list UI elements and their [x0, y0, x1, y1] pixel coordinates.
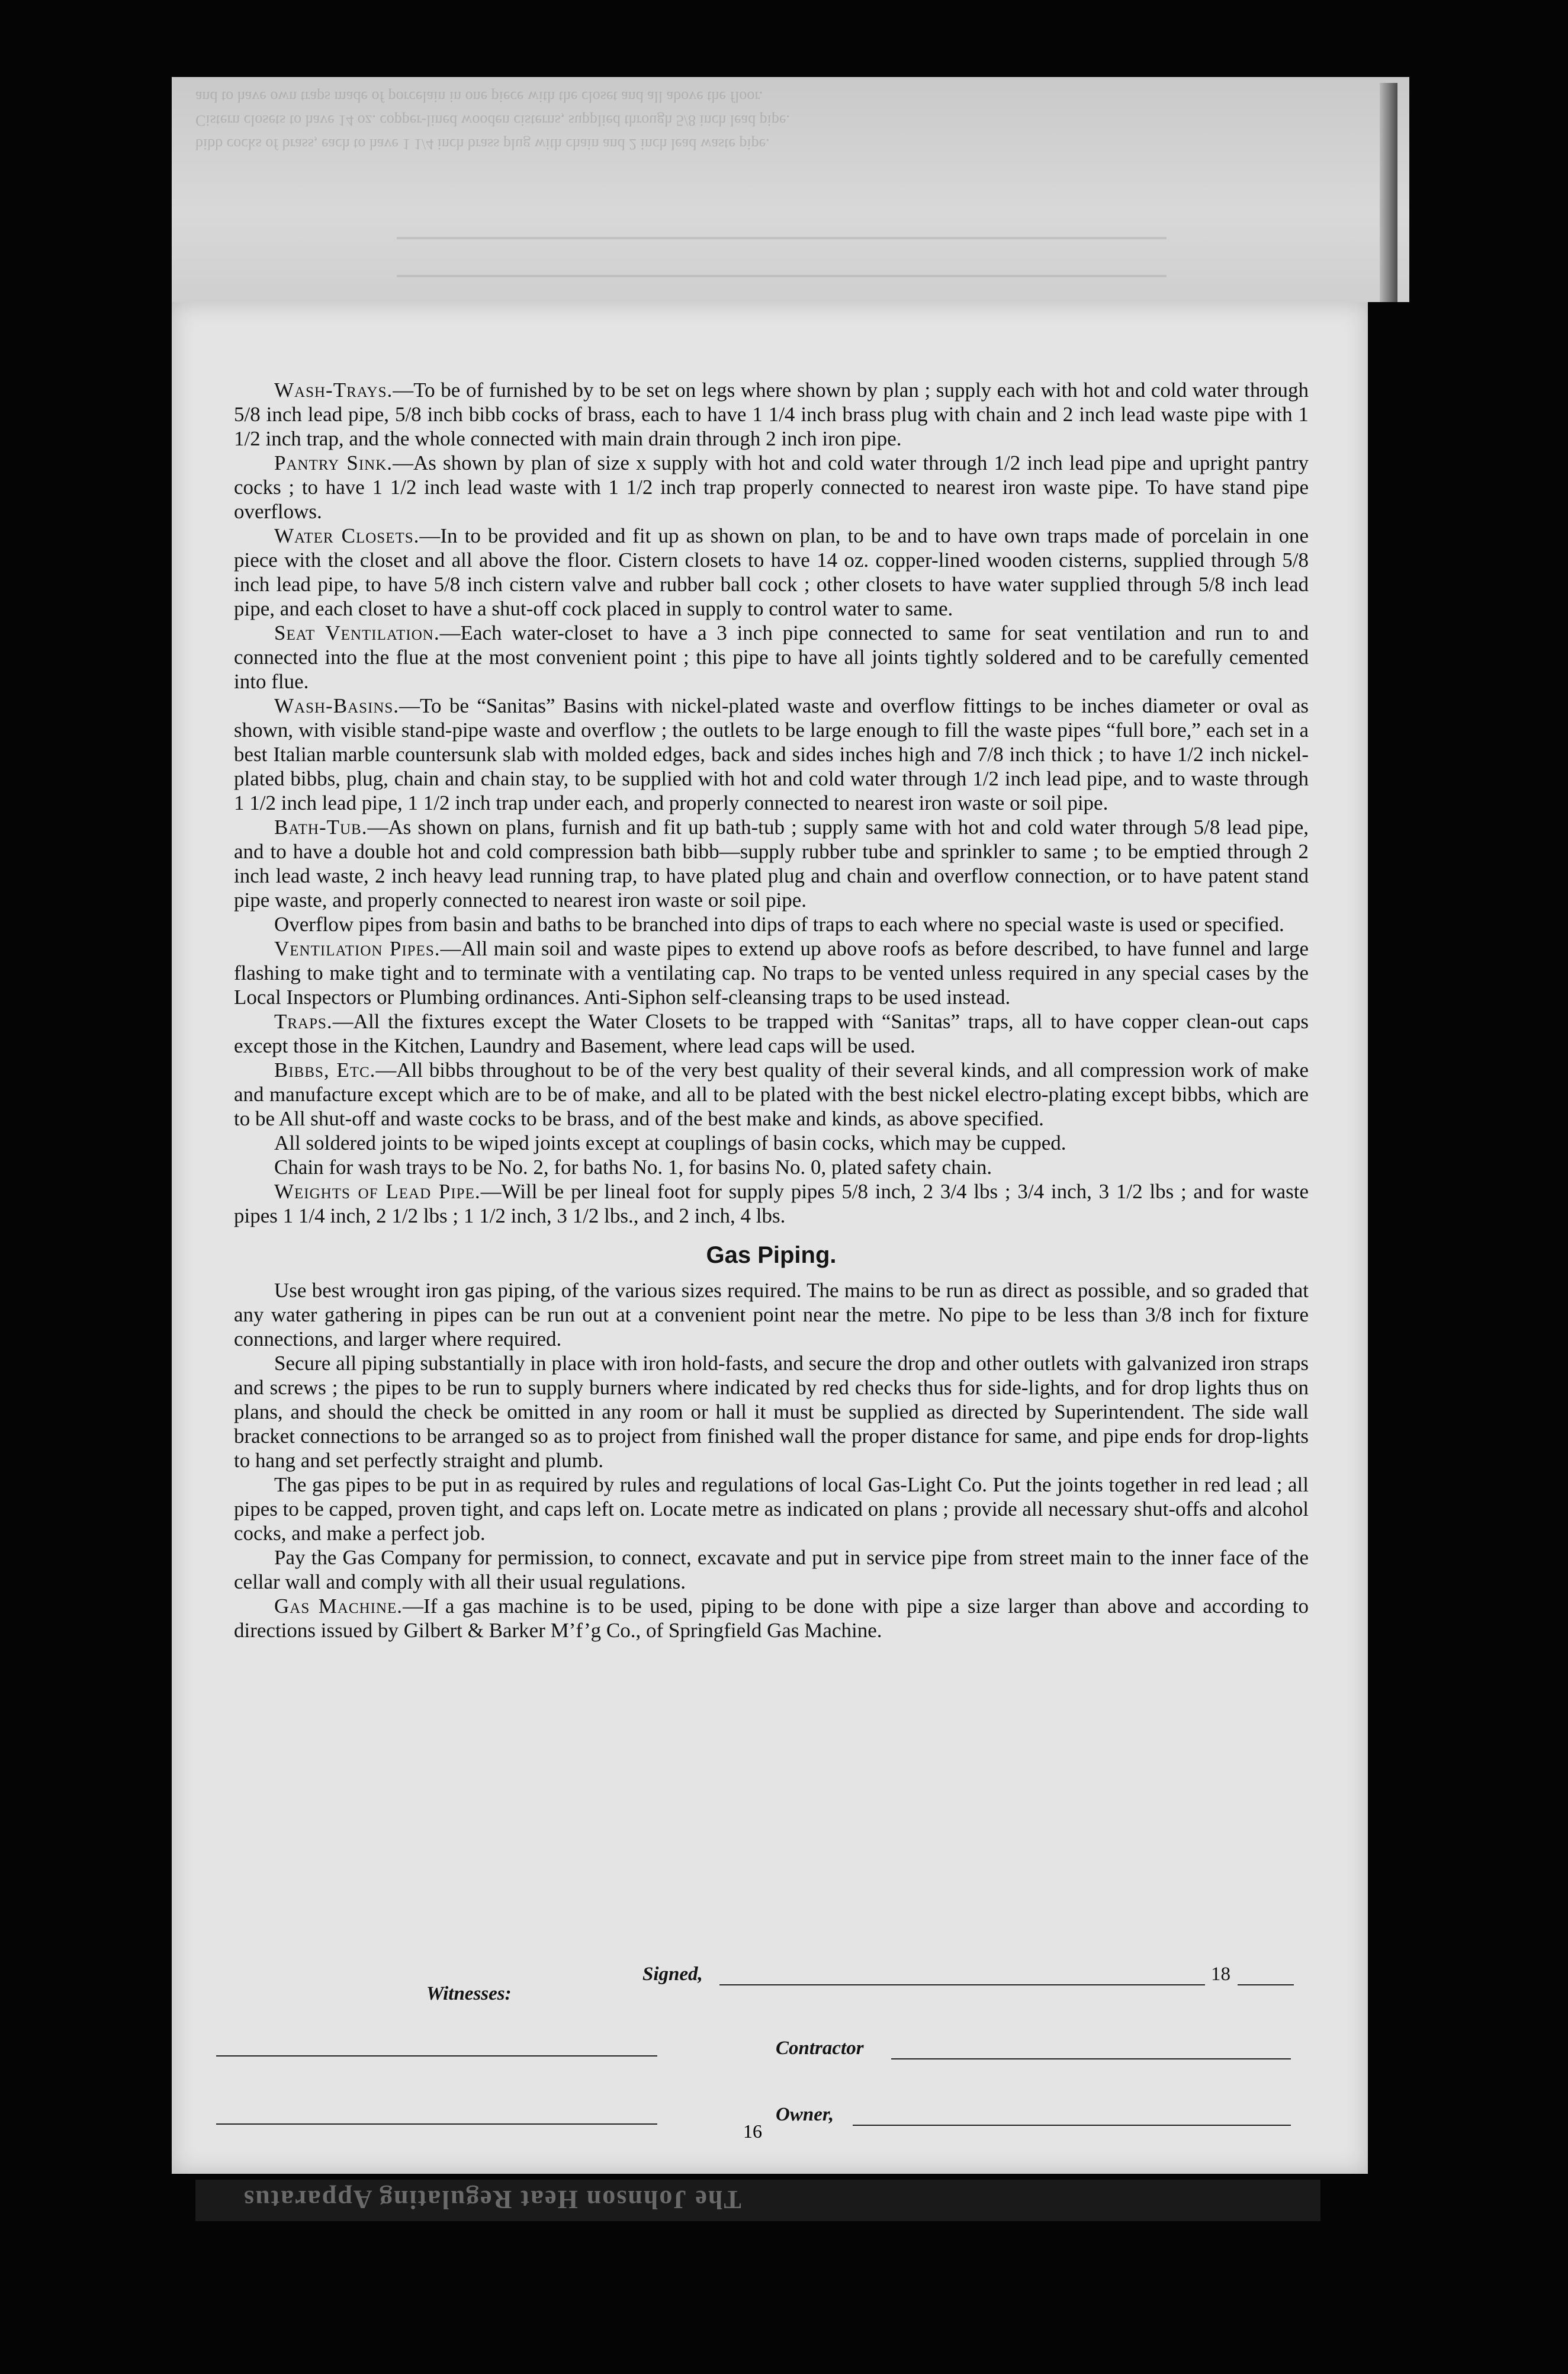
gas-piping-paragraph [234, 1278, 1309, 1351]
year-line[interactable] [1238, 1984, 1294, 1985]
section-text: All soldered joints to be wiped joints except at couplings of basin cocks, which may be cupped. [274, 1131, 1066, 1154]
gas-piping-paragraph [234, 1472, 1309, 1545]
back-sheet-ghost-line: and to have own traps made of porcelain in one piece with the closet and all above the floor. [195, 88, 763, 105]
specification-page [172, 302, 1368, 2174]
section-heading: Pantry Sink. [274, 451, 393, 474]
back-sheet-ghost-line: Cistern closets to have 14 oz. copper-lined wooden cisterns, supplied through 5/8 inch lead pipe. [195, 112, 790, 129]
section-text: —If a gas machine is to be used, piping to be done with pipe a size larger than above and according to directions issued by Gilbert & Barker M’f’g Co., of Springfield Gas Machine. [234, 1595, 1309, 1642]
year-prefix: 18 [1211, 1964, 1230, 1985]
section-heading: Wash-Basins. [274, 694, 400, 717]
section-text: Use best wrought iron gas piping, of the various sizes required. The mains to be run as direct as possible, and so graded that any water gathering in pipes can be run out at a convenient point near the metre. No pipe to be less than 3/8 inch for fixture connections, and larger where required. [234, 1279, 1309, 1350]
section-heading: Weights of Lead Pipe. [274, 1180, 481, 1203]
gas-piping-paragraph [234, 1351, 1309, 1472]
section-text: Overflow pipes from basin and baths to be branched into dips of traps to each where no special waste is used or specified. [274, 913, 1284, 936]
section-heading: Seat Ventilation. [274, 621, 440, 644]
signed-label: Signed, [642, 1964, 703, 1985]
owner-label: Owner, [776, 2104, 834, 2125]
bath-tub-paragraph [234, 815, 1309, 912]
section-heading: Water Closets. [274, 524, 420, 547]
bibbs-paragraph [234, 1058, 1309, 1131]
contractor-line[interactable] [891, 2058, 1291, 2059]
back-sheet-page [172, 77, 1409, 302]
soldered-joints-paragraph [234, 1131, 1309, 1155]
contractor-label: Contractor [776, 2038, 864, 2059]
overflow-pipes-paragraph [234, 912, 1309, 936]
witnesses-label: Witnesses: [426, 1983, 512, 2004]
pantry-sink-paragraph [234, 451, 1309, 524]
under-page-strip [195, 2180, 1320, 2221]
ventilation-pipes-paragraph [234, 936, 1309, 1009]
gas-machine-paragraph [234, 1594, 1309, 1642]
section-text: Secure all piping substantially in place with iron hold-fasts, and secure the drop and other outlets with galvanized iron straps and screws ; the pipes to be run to supply burners where indicated by red checks thus for side-lights, and for drop lights thus on plans, and should the check be omitted in any room or hall it must be supplied as directed by Superintendent. The side wall bracket connections to be arranged so as to project from finished wall the proper distance for same, and pipe ends for drop-lights to hang and set perfectly straight and plumb. [234, 1352, 1309, 1472]
section-heading: Traps. [274, 1010, 333, 1033]
gas-piping-paragraph [234, 1545, 1309, 1594]
section-text: —Each water-closet to have a 3 inch pipe connected to same for seat ventilation and run to and connected into the flue at the most convenient point ; this pipe to have all joints tightly soldered and to be carefully cemented into flue. [234, 621, 1309, 693]
back-sheet-ghost-line: bibb cocks of brass, each to have 1 1/4 inch brass plug with chain and 2 inch lead waste pipe. [195, 136, 770, 153]
page-number: 16 [743, 2120, 762, 2142]
section-text: —Will be per lineal foot for supply pipes 5/8 inch, 2 3/4 lbs ; 3/4 inch, 3 1/2 lbs ; and for waste pipes 1 1/4 inch, 2 1/2 lbs ; 1 1/2 inch, 3 1/2 lbs., and 2 inch, 4 lbs. [234, 1180, 1309, 1227]
page-body [234, 378, 1309, 1642]
witness-line[interactable] [216, 2123, 657, 2125]
section-text: —In to be provided and fit up as shown on plan, to be and to have own traps made of porcelain in one piece with the closet and all above the floor. Cistern closets to have 14 oz. copper-lined wooden cisterns, supplied through 5/8 inch lead pipe, to have 5/8 inch cistern valve and rubber ball cock ; other closets to have water supplied through 5/8 inch lead pipe, and each closet to have a shut-off cock placed in supply to control water to same. [234, 524, 1309, 620]
gas-piping-heading: Gas Piping. [706, 1242, 837, 1268]
section-text: —To be “Sanitas” Basins with nickel-plated waste and overflow fittings to be inches diameter or oval as shown, with visible stand-pipe waste and overflow ; the outlets to be large enough to fill the waste pipes “full bore,” each set in a best Italian marble countersunk slab with molded edges, back and sides inches high and 7/8 inch thick ; to have 1/2 inch nickel-plated bibbs, plug, chain and chain stay, to be supplied with hot and cold water through 1/2 inch lead pipe, and to waste through 1 1/2 inch lead pipe, 1 1/2 inch trap under each, and properly connected to nearest iron waste or soil pipe. [234, 694, 1309, 814]
back-sheet-ghost-title-rule [397, 237, 1167, 277]
section-heading: Ventilation Pipes. [274, 937, 441, 960]
back-sheet-edge [1380, 83, 1397, 302]
witness-line[interactable] [216, 2055, 657, 2057]
section-text: —As shown on plans, furnish and fit up bath-tub ; supply same with hot and cold water through 5/8 lead pipe, and to have a double hot and cold compression bath bibb—supply rubber tube and sprinkler to same ; to be emptied through 2 inch lead waste, 2 inch heavy lead running trap, to have plated plug and chain and overflow connection, or to have patent stand pipe waste, and properly connected to nearest iron waste or soil pipe. [234, 816, 1309, 912]
section-heading: Wash-Trays. [274, 378, 393, 402]
section-text: The gas pipes to be put in as required by rules and regulations of local Gas-Light Co. Put the joints together in red lead ; all pipes to be capped, proven tight, and caps left on. Locate metre as indicated on plans ; provide all necessary shut-offs and alcohol cocks, and make a perfect job. [234, 1473, 1309, 1545]
owner-line[interactable] [853, 2125, 1291, 2126]
section-text: Chain for wash trays to be No. 2, for baths No. 1, for basins No. 0, plated safety chain. [274, 1156, 992, 1179]
wash-trays-paragraph [234, 378, 1309, 451]
seat-ventilation-paragraph [234, 621, 1309, 694]
traps-paragraph [234, 1009, 1309, 1058]
section-heading: Bath-Tub. [274, 816, 368, 839]
section-text: —All main soil and waste pipes to extend up above roofs as before described, to have funnel and large flashing to make tight and to terminate with a ventilating cap. No traps to be vented unless required in any special cases by the Local Inspectors or Plumbing ordinances. Anti-Siphon self-cleansing traps to be used instead. [234, 937, 1309, 1009]
lead-pipe-weights-paragraph [234, 1179, 1309, 1228]
section-heading: Bibbs, Etc. [274, 1058, 376, 1082]
wash-basins-paragraph [234, 694, 1309, 815]
section-text: Pay the Gas Company for permission, to connect, excavate and put in service pipe from street main to the inner face of the cellar wall and comply with all their usual regulations. [234, 1546, 1309, 1593]
signature-block [172, 1949, 1368, 2174]
signed-line[interactable] [719, 1984, 1205, 1985]
section-text: —All the fixtures except the Water Closets to be trapped with “Sanitas” traps, all to have copper clean-out caps except those in the Kitchen, Laundry and Basement, where lead caps will be used. [234, 1010, 1309, 1057]
water-closets-paragraph [234, 524, 1309, 621]
section-text: —All bibbs throughout to be of the very best quality of their several kinds, and all compression work of make and manufacture except which are to be of make, and all to be plated with the best nickel electro-plating except bibbs, which are to be All shut-off and waste cocks to be brass, and of the best make and kinds, as above specified. [234, 1058, 1309, 1130]
section-heading: Gas Machine. [274, 1595, 403, 1618]
under-page-running-head: The Johnson Heat Regulating Apparatus [243, 2185, 741, 2214]
section-text: —As shown by plan of size x supply with hot and cold water through 1/2 inch lead pipe and upright pantry cocks ; to have 1 1/2 inch lead waste with 1 1/2 inch trap properly connected to nearest iron waste pipe. To have stand pipe overflows. [234, 451, 1309, 523]
chain-paragraph [234, 1155, 1309, 1179]
section-text: —To be of furnished by to be set on legs where shown by plan ; supply each with hot and cold water through 5/8 inch lead pipe, 5/8 inch bibb cocks of brass, each to have 1 1/4 inch brass plug with chain and 2 inch lead waste pipe with 1 1/2 inch trap, and the whole connected with main drain through 2 inch iron pipe. [234, 378, 1309, 450]
